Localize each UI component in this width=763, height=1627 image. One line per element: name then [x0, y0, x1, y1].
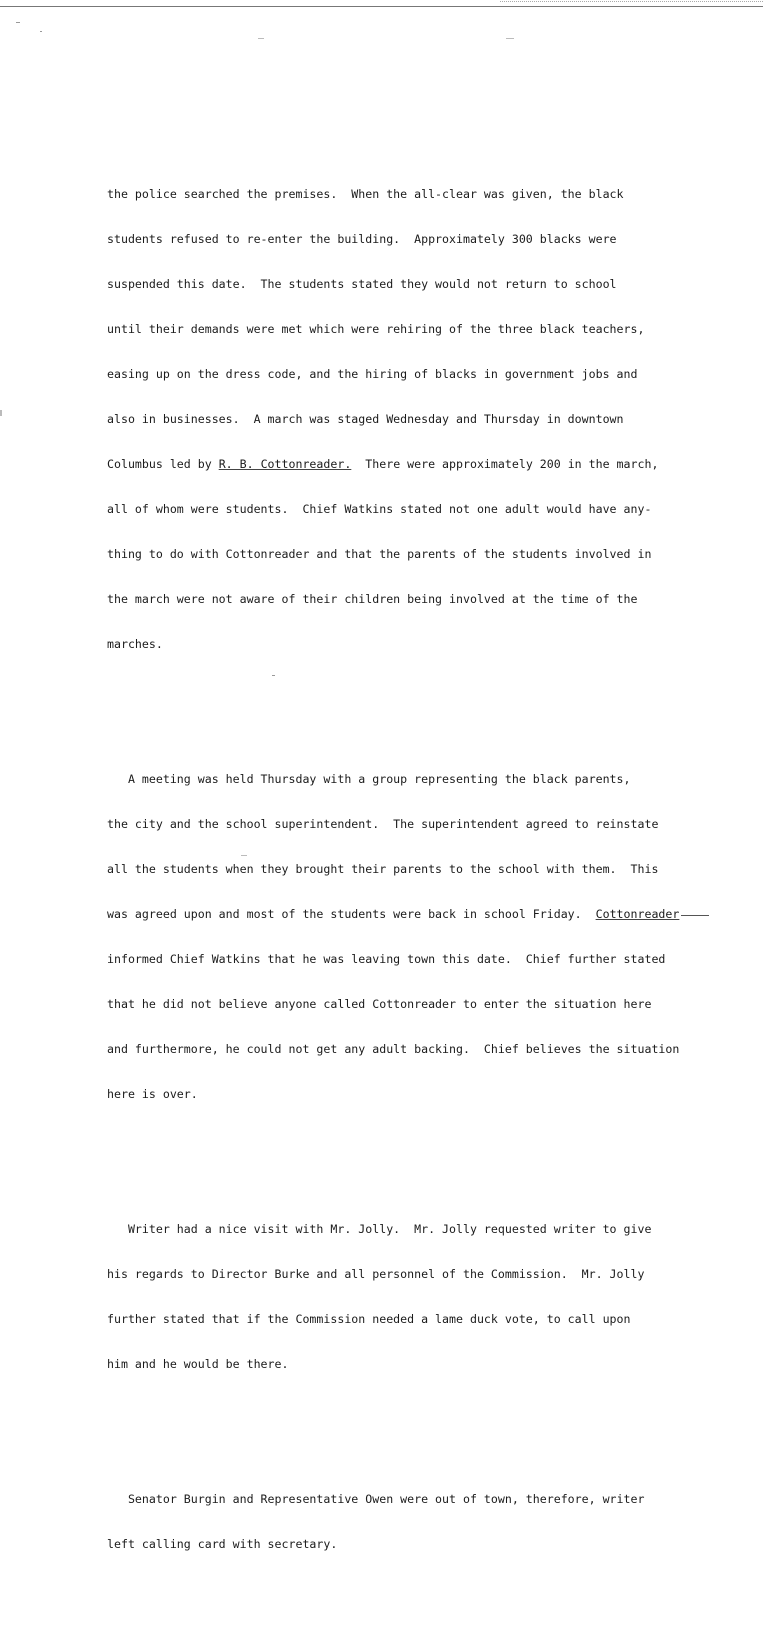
- scan-speck: [506, 38, 514, 39]
- document-body: [107, 112, 747, 1627]
- scan-speck: [258, 38, 264, 39]
- text-line: all of whom were students. Chief Watkins stated not one adult would have any-: [107, 502, 652, 516]
- scan-speck: [16, 22, 20, 23]
- scan-speck: [40, 31, 42, 32]
- text-line: [107, 457, 747, 472]
- paragraph-senator-visit: [107, 1462, 747, 1582]
- text-line: the city and the school superintendent. The superintendent agreed to reinstate: [107, 817, 659, 831]
- text-line: his regards to Director Burke and all personnel of the Commission. Mr. Jolly: [107, 1267, 645, 1281]
- text-line: Writer had a nice visit with Mr. Jolly. Mr. Jolly requested writer to give: [107, 1222, 652, 1236]
- underlined-name: Cottonreader: [595, 907, 680, 921]
- text-line: [107, 907, 747, 922]
- underlined-name: R. B. Cottonreader.: [218, 457, 352, 471]
- text-line: him and he would be there.: [107, 1357, 289, 1371]
- text-line: all the students when they brought their parents to the school with them. This: [107, 862, 659, 876]
- text-line: that he did not believe anyone called Cottonreader to enter the situation here: [107, 997, 652, 1011]
- underline-extension: [681, 915, 709, 916]
- text-line: A meeting was held Thursday with a group representing the black parents,: [107, 772, 631, 786]
- scan-speck: [0, 410, 2, 416]
- text-line: informed Chief Watkins that he was leaving town this date. Chief further stated: [107, 952, 666, 966]
- text-fragment: There were approximately 200 in the march,: [351, 457, 659, 471]
- text-fragment: Columbus led by: [107, 457, 219, 471]
- text-line: easing up on the dress code, and the hiring of blacks in government jobs and: [107, 367, 638, 381]
- paragraph-police-search: [107, 157, 747, 682]
- text-line: until their demands were met which were rehiring of the three black teachers,: [107, 322, 645, 336]
- text-line: Senator Burgin and Representative Owen were out of town, therefore, writer: [107, 1492, 645, 1506]
- text-line: left calling card with secretary.: [107, 1537, 338, 1551]
- text-line: the march were not aware of their children being involved at the time of the: [107, 592, 638, 606]
- text-line: thing to do with Cottonreader and that the parents of the students involved in: [107, 547, 652, 561]
- text-fragment: was agreed upon and most of the students were back in school Friday.: [107, 907, 596, 921]
- top-page-edge-marks: [500, 1, 763, 4]
- top-page-rule: [0, 6, 763, 7]
- text-line: marches.: [107, 637, 163, 651]
- text-line: suspended this date. The students stated they would not return to school: [107, 277, 617, 291]
- paragraph-jolly-visit: [107, 1192, 747, 1402]
- text-line: further stated that if the Commission needed a lame duck vote, to call upon: [107, 1312, 631, 1326]
- text-line: here is over.: [107, 1087, 198, 1101]
- text-line: students refused to re-enter the building. Approximately 300 blacks were: [107, 232, 617, 246]
- text-line: the police searched the premises. When the all-clear was given, the black: [107, 187, 624, 201]
- paragraph-meeting: [107, 742, 747, 1132]
- text-line: and furthermore, he could not get any adult backing. Chief believes the situation: [107, 1042, 680, 1056]
- text-line: also in businesses. A march was staged Wednesday and Thursday in downtown: [107, 412, 624, 426]
